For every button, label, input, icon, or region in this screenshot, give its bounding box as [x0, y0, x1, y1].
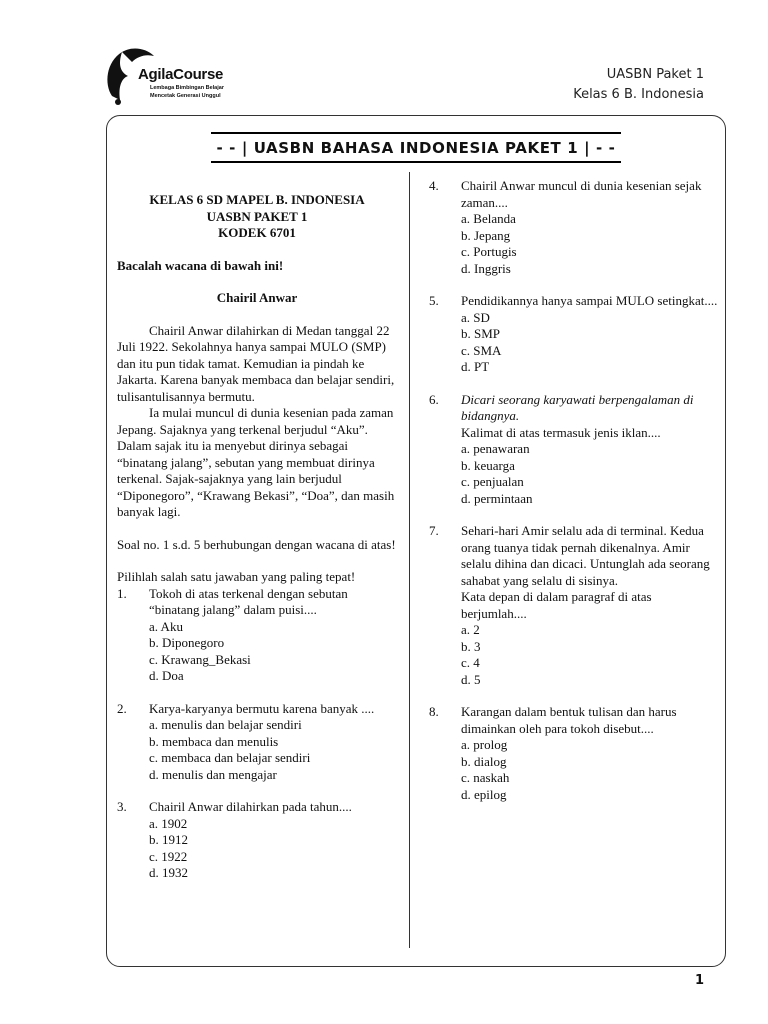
question-body — [149, 701, 397, 784]
answer-option: c. 1922 — [149, 848, 188, 864]
question-list — [117, 586, 397, 882]
question-number: 5. — [429, 293, 439, 308]
logo-brand: AgilaCourse — [138, 66, 224, 83]
answer-option: a. prolog — [461, 737, 508, 752]
title-wrap — [107, 132, 725, 163]
question-text: Tokoh di atas terkenal dengan sebutan “binatang jalang” dalam puisi.... — [149, 585, 348, 617]
question-number: 4. — [429, 178, 439, 193]
question-body — [149, 586, 397, 685]
answer-option: a. 2 — [461, 622, 480, 637]
header-info — [573, 65, 704, 105]
question-item — [429, 293, 719, 376]
question-text: Kalimat di atas termasuk jenis iklan.... — [461, 424, 661, 440]
answer-option: b. 3 — [461, 638, 481, 654]
question-item — [429, 392, 719, 508]
question-body — [461, 293, 719, 376]
answer-option: c. SMA — [461, 342, 502, 358]
passage-title: Chairil Anwar — [216, 290, 298, 305]
right-column — [429, 178, 719, 819]
answer-option: a. Belanda — [461, 211, 516, 226]
question-item — [429, 178, 719, 277]
answer-option: d. menulis dan mengajar — [149, 766, 277, 782]
question-number: 3. — [117, 799, 127, 814]
agila-course-logo — [102, 44, 227, 108]
question-text: Chairil Anwar muncul di dunia kesenian sejak zaman.... — [461, 178, 702, 210]
answer-option: d. 1932 — [149, 865, 188, 880]
question-item — [117, 586, 397, 685]
answer-option: d. PT — [461, 359, 490, 374]
instruction: Bacalah wacana di bawah ini! — [117, 257, 284, 273]
question-item — [429, 704, 719, 803]
logo-tagline: Mencetak Generasi Unggul — [150, 93, 221, 99]
question-number: 6. — [429, 391, 439, 407]
answer-option: a. penawaran — [461, 441, 530, 456]
answer-option: a. menulis dan belajar sendiri — [149, 717, 302, 732]
question-item — [429, 523, 719, 688]
answer-option: d. 5 — [461, 671, 481, 687]
question-body — [149, 799, 397, 882]
logo-tagline: Lembaga Bimbingan Belajar — [150, 85, 224, 91]
question-item — [117, 799, 397, 882]
heading: KELAS 6 SD MAPEL B. INDONESIA — [149, 192, 365, 207]
question-body — [461, 704, 719, 803]
page-number: 1 — [694, 973, 704, 988]
column-divider — [409, 172, 410, 948]
question-body — [461, 178, 719, 277]
answer-option: b. Jepang — [461, 227, 511, 243]
question-text: Pendidikannya hanya sampai MULO setingkat.... — [461, 293, 718, 308]
question-number: 1. — [117, 585, 127, 601]
answer-option: a. 1902 — [149, 815, 188, 831]
header-line: UASBN Paket 1 — [606, 67, 704, 82]
header-line: Kelas 6 B. Indonesia — [573, 87, 704, 102]
exam-title: - - | UASBN BAHASA INDONESIA PAKET 1 | - - — [211, 132, 622, 163]
answer-option: d. Doa — [149, 668, 184, 683]
answer-option: d. epilog — [461, 786, 507, 802]
left-column — [117, 192, 397, 898]
heading: KODEK 6701 — [218, 225, 296, 240]
question-body — [461, 523, 719, 688]
answer-option: c. penjualan — [461, 474, 524, 489]
answer-option: a. SD — [461, 309, 490, 325]
heading: UASBN PAKET 1 — [206, 208, 308, 224]
question-item — [117, 701, 397, 784]
answer-option: b. dialog — [461, 753, 507, 769]
note: Soal no. 1 s.d. 5 berhubungan dengan wacana di atas! — [117, 536, 396, 552]
question-text: Chairil Anwar dilahirkan pada tahun.... — [149, 799, 352, 814]
question-text: Kata depan di dalam paragraf di atas berjumlah.... — [461, 589, 652, 621]
answer-option: d. Inggris — [461, 260, 511, 276]
answer-option: c. membaca dan belajar sendiri — [149, 750, 311, 765]
question-number: 2. — [117, 700, 127, 716]
answer-option: c. naskah — [461, 770, 510, 785]
exam-frame — [106, 115, 726, 967]
answer-option: a. Aku — [149, 618, 183, 634]
question-text: Karya-karyanya bermutu karena banyak .... — [149, 700, 375, 716]
answer-option: c. Krawang_Bekasi — [149, 651, 251, 667]
question-body — [461, 392, 719, 508]
question-text: Karangan dalam bentuk tulisan dan harus dimainkan oleh para tokoh disebut.... — [461, 704, 677, 736]
question-text: Sehari-hari Amir selalu ada di terminal. Kedua orang tuanya tidak pernah dikenalnya. Amir selalu dihina dan dicaci. Untunglah ada seorang sahabat yang selalu di sisinya. — [461, 523, 710, 588]
answer-option: c. 4 — [461, 655, 480, 670]
answer-option: d. permintaan — [461, 490, 533, 506]
answer-option: c. Portugis — [461, 244, 517, 259]
answer-option: b. keuarga — [461, 457, 515, 473]
answer-option: b. 1912 — [149, 832, 188, 847]
question-number: 8. — [429, 704, 439, 719]
answer-option: b. Diponegoro — [149, 635, 225, 650]
instruction: Pilihlah salah satu jawaban yang paling tepat! — [117, 569, 356, 584]
question-stimulus: Dicari seorang karyawati berpengalaman di bidangnya. — [461, 391, 694, 423]
passage-paragraph: Ia mulai muncul di dunia kesenian pada zaman Jepang. Sajaknya yang terkenal berjudul “Aku”. Dalam sajak itu ia menyebut dirinya sebagai “binatang jalang”, sebutan yang membuat dirinya terkenal. Sajak-sajaknya yang lain berjudul “Diponegoro”, “Krawang Bekasi”, “Doa”, dan masih banyak lagi. — [117, 405, 395, 519]
answer-option: b. SMP — [461, 326, 501, 341]
question-number: 7. — [429, 523, 439, 538]
passage-paragraph: Chairil Anwar dilahirkan di Medan tanggal 22 Juli 1922. Sekolahnya hanya sampai MULO (SMP) dan itu pun tidak tamat. Kemudian ia pindah ke Jakarta. Karena banyak membaca dan belajar sendiri, tulisantulisannya bermutu. — [117, 322, 395, 404]
answer-option: b. membaca dan menulis — [149, 733, 279, 749]
